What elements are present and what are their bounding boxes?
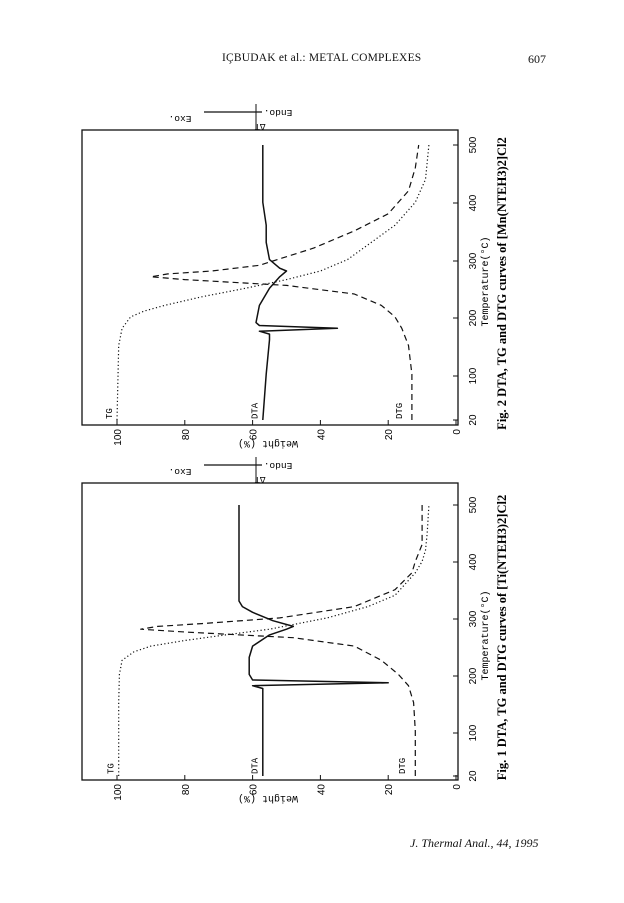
dta-endo-label: Endo. bbox=[263, 460, 293, 471]
temperature-tick-label: 20 bbox=[468, 770, 479, 782]
curve-label-dtg: DTG bbox=[398, 757, 409, 774]
page-number: 607 bbox=[528, 52, 546, 66]
figure-2 bbox=[82, 104, 509, 449]
curve-label-dtg: DTG bbox=[394, 402, 405, 419]
temperature-tick-label: 500 bbox=[468, 496, 479, 514]
temperature-tick-label: 500 bbox=[468, 136, 479, 154]
weight-tick-label: 40 bbox=[316, 784, 328, 796]
weight-tick-label: 0 bbox=[452, 784, 463, 790]
temperature-tick-label: 300 bbox=[468, 252, 479, 270]
dta-endo-label: Endo. bbox=[263, 107, 293, 118]
figure-caption: Fig. 1 DTA, TG and DTG curves of [Ti(NTEH3)2]Cl2 bbox=[495, 494, 509, 781]
curve-label-dta: DTA bbox=[250, 402, 261, 419]
dta-delta-label: ΔT bbox=[254, 121, 266, 131]
weight-tick-label: 20 bbox=[384, 429, 396, 441]
weight-tick-label: 80 bbox=[180, 429, 192, 441]
temperature-tick-label: 200 bbox=[468, 667, 479, 685]
weight-tick-label: 20 bbox=[384, 784, 396, 796]
x-axis-title: Temperature(°C) bbox=[481, 236, 492, 327]
weight-tick-label: 100 bbox=[113, 429, 124, 446]
temperature-tick-label: 100 bbox=[468, 367, 479, 385]
curve-label-dta: DTA bbox=[250, 757, 261, 774]
journal-citation: J. Thermal Anal., 44, 1995 bbox=[410, 836, 539, 850]
weight-tick-label: 80 bbox=[180, 784, 192, 796]
y-axis-title: Weight (%) bbox=[237, 792, 299, 803]
temperature-tick-label: 200 bbox=[468, 309, 479, 327]
weight-tick-label: 40 bbox=[316, 429, 328, 441]
weight-tick-label: 60 bbox=[248, 784, 260, 796]
running-title: IÇBUDAK et al.: METAL COMPLEXES bbox=[222, 52, 422, 64]
weight-tick-label: 0 bbox=[452, 429, 463, 435]
temperature-tick-label: 400 bbox=[468, 553, 479, 571]
weight-tick-label: 100 bbox=[113, 784, 124, 801]
curve-dtg bbox=[151, 145, 419, 420]
dta-exo-label: Exo. bbox=[168, 113, 192, 124]
y-axis-title: Weight (%) bbox=[237, 437, 299, 448]
curve-label-tg: TG bbox=[106, 763, 117, 774]
figure-1 bbox=[82, 457, 509, 804]
curve-tg bbox=[117, 145, 429, 420]
curve-dta bbox=[256, 145, 337, 420]
plot-frame bbox=[82, 483, 458, 780]
figure-caption: Fig. 2 DTA, TG and DTG curves of [Mn(NTEH3)2]Cl2 bbox=[495, 137, 509, 430]
temperature-tick-label: 300 bbox=[468, 610, 479, 628]
temperature-tick-label: 400 bbox=[468, 194, 479, 212]
temperature-tick-label: 20 bbox=[468, 414, 479, 426]
plot-frame bbox=[82, 130, 458, 425]
curve-label-tg: TG bbox=[104, 408, 115, 419]
weight-tick-label: 60 bbox=[248, 429, 260, 441]
temperature-tick-label: 100 bbox=[468, 724, 479, 742]
dta-delta-label: ΔT bbox=[254, 474, 266, 484]
curve-tg bbox=[119, 505, 429, 776]
dta-exo-label: Exo. bbox=[168, 466, 192, 477]
x-axis-title: Temperature(°C) bbox=[481, 590, 492, 681]
